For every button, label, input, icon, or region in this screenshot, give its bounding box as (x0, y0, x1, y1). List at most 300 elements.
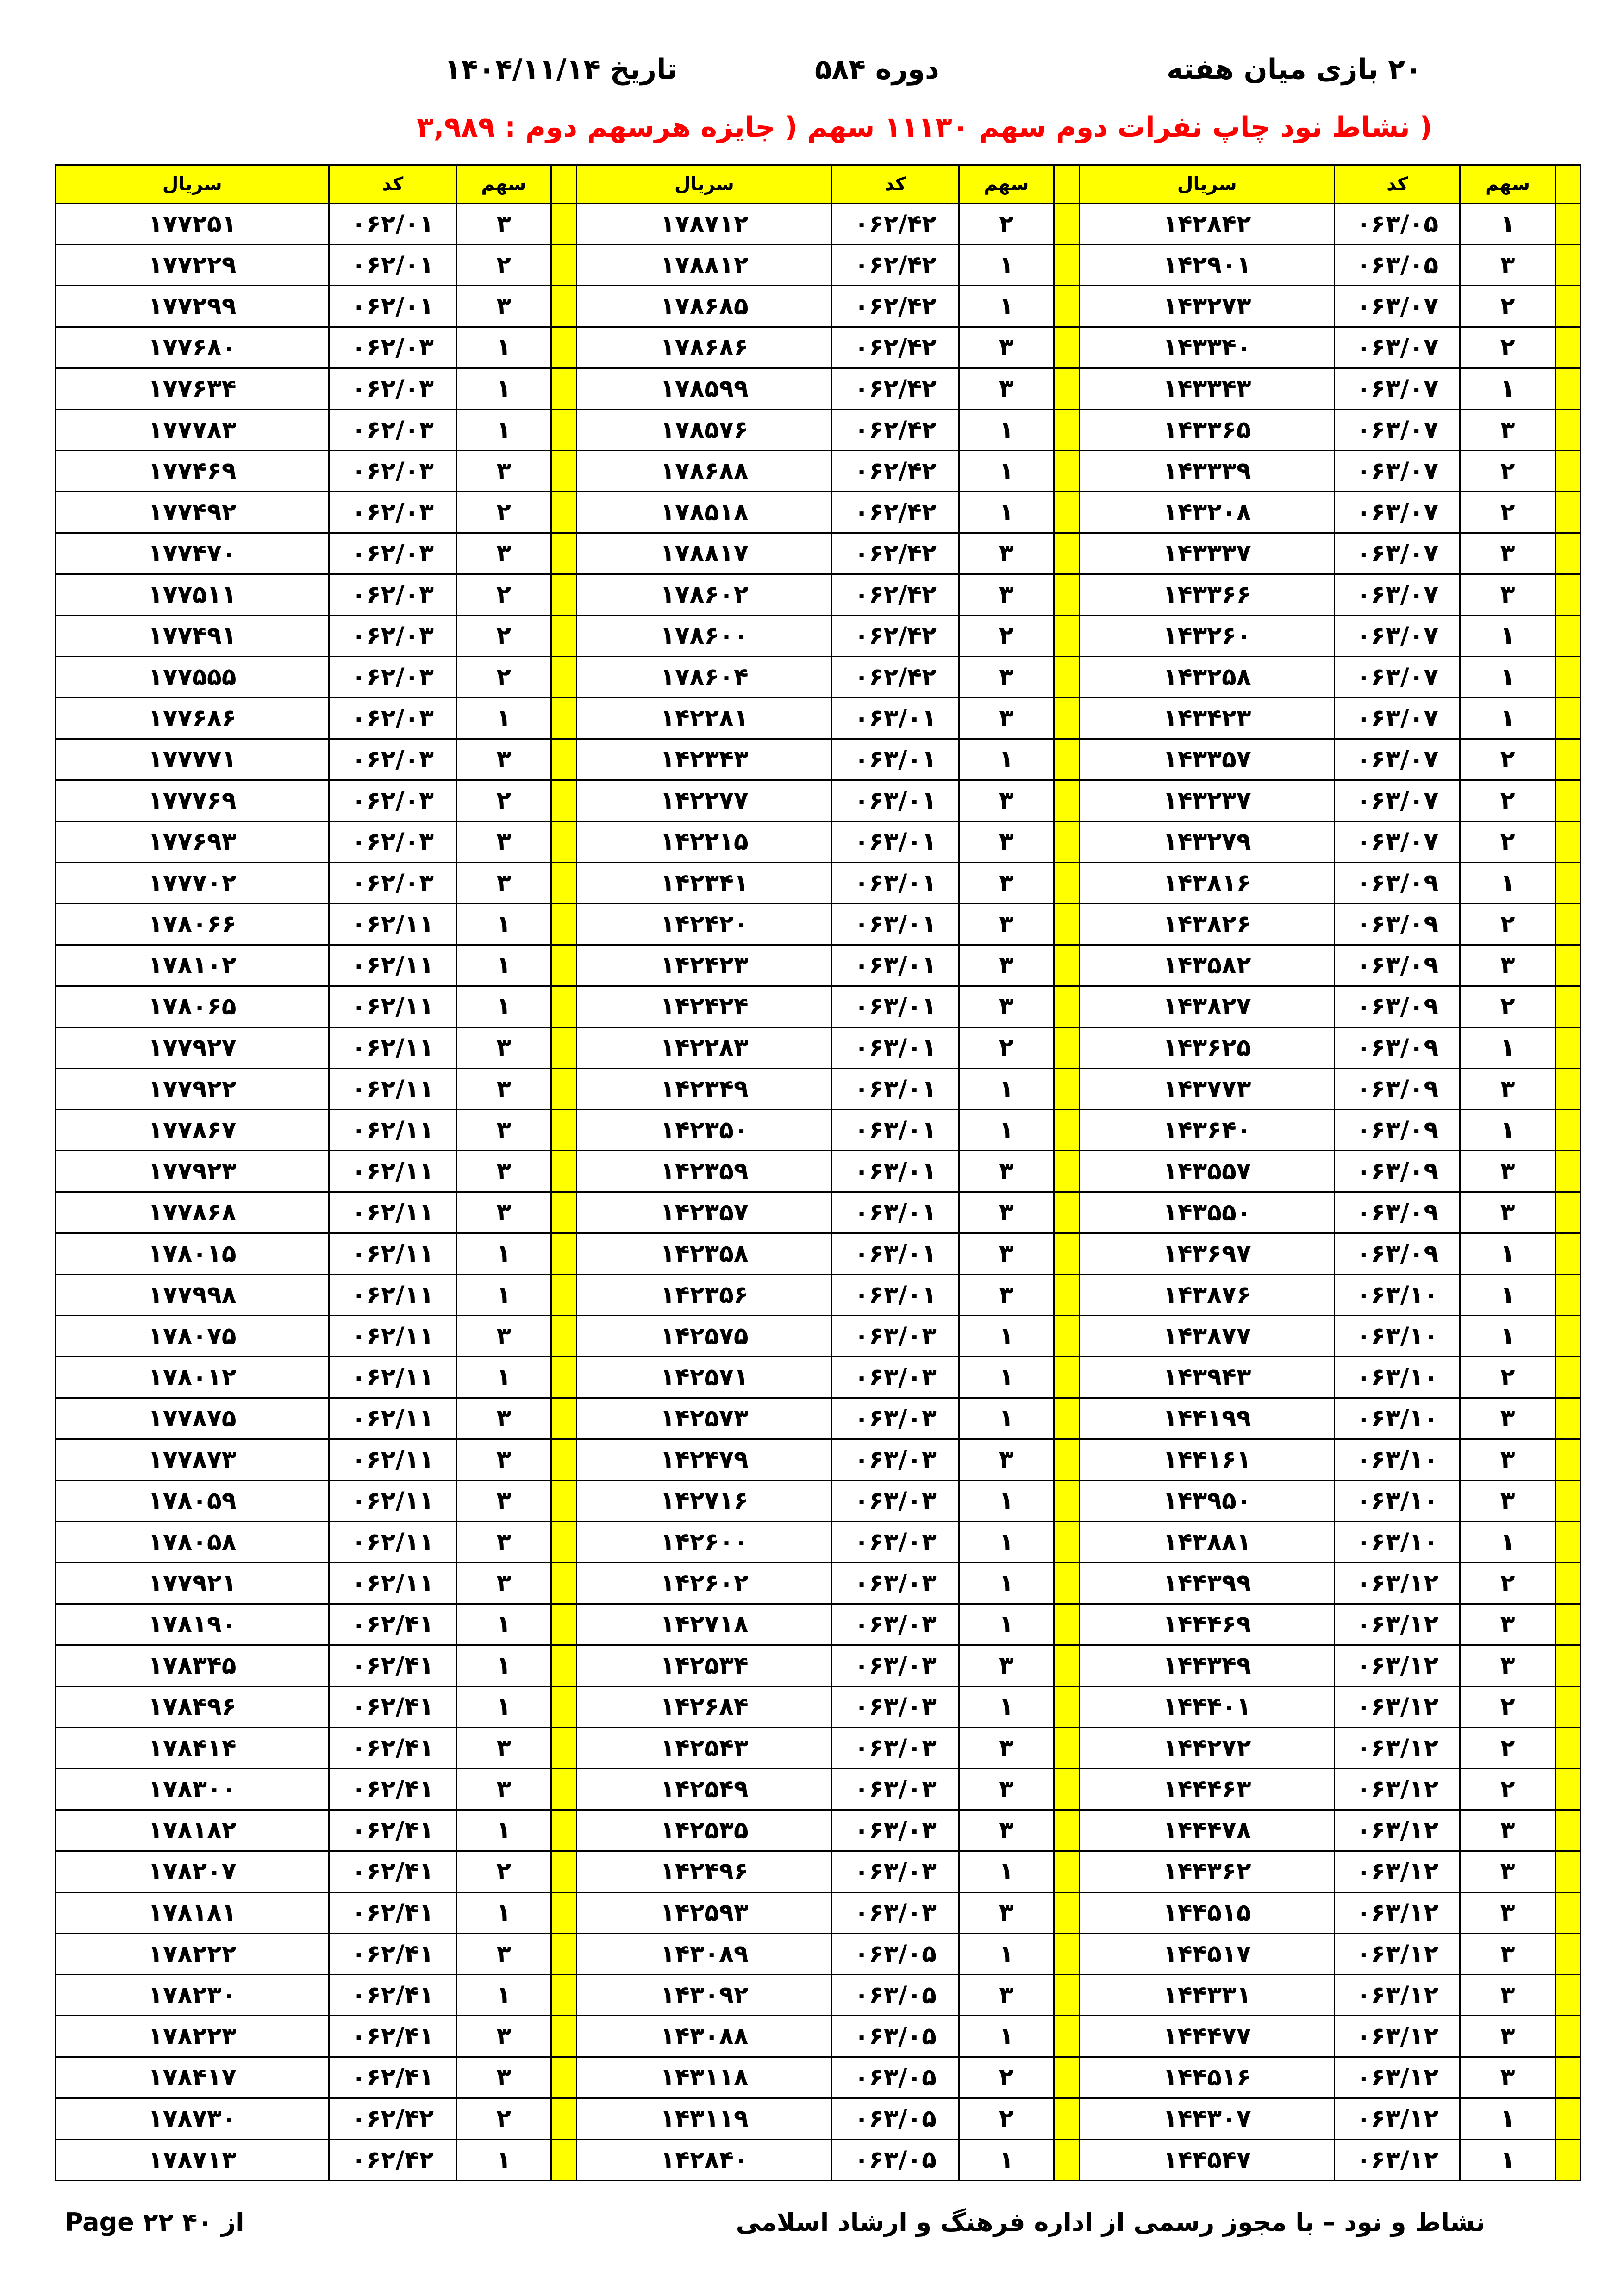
serial-cell: ۱۴۳۸۲۷ (1080, 986, 1335, 1027)
table-row (56, 2016, 1581, 2057)
table-row (56, 2140, 1581, 2181)
share-cell: ۲ (1460, 1357, 1555, 1398)
column-spacer (551, 1357, 577, 1398)
serial-cell: ۱۷۸۰۶۶ (56, 904, 329, 945)
column-spacer (551, 492, 577, 533)
code-cell: ۰۶۳/۱۲ (1335, 1645, 1460, 1686)
table-row (56, 1645, 1581, 1686)
code-cell: ۰۶۳/۱۰ (1335, 1275, 1460, 1316)
column-spacer (1555, 1522, 1580, 1563)
header-code: کد (329, 165, 456, 204)
share-cell: ۲ (1460, 739, 1555, 780)
share-cell: ۳ (456, 1027, 551, 1069)
share-cell: ۳ (959, 821, 1054, 863)
serial-cell: ۱۴۴۳۰۷ (1080, 2098, 1335, 2140)
share-cell: ۱ (959, 410, 1054, 451)
column-spacer (551, 1810, 577, 1851)
column-spacer (1555, 451, 1580, 492)
share-cell: ۳ (1460, 1604, 1555, 1645)
column-spacer (1555, 1357, 1580, 1398)
code-cell: ۰۶۲/۴۱ (329, 1728, 456, 1769)
column-spacer (1054, 1563, 1080, 1604)
table-row (56, 368, 1581, 410)
code-cell: ۰۶۳/۰۹ (1335, 945, 1460, 986)
code-cell: ۰۶۳/۰۷ (1335, 574, 1460, 616)
column-spacer (1054, 286, 1080, 327)
column-spacer (1555, 616, 1580, 657)
share-cell: ۱ (1460, 2098, 1555, 2140)
table-row (56, 739, 1581, 780)
code-cell: ۰۶۲/۴۱ (329, 1892, 456, 1934)
serial-cell: ۱۷۷۷۰۲ (56, 863, 329, 904)
share-cell: ۳ (959, 1275, 1054, 1316)
share-cell: ۱ (456, 368, 551, 410)
table-row (56, 492, 1581, 533)
serial-cell: ۱۴۳۳۳۹ (1080, 451, 1335, 492)
code-cell: ۰۶۲/۴۲ (832, 327, 959, 368)
share-cell: ۱ (456, 2140, 551, 2181)
share-cell: ۲ (959, 616, 1054, 657)
code-cell: ۰۶۳/۰۱ (832, 945, 959, 986)
share-cell: ۳ (456, 451, 551, 492)
serial-cell: ۱۷۷۷۶۹ (56, 780, 329, 821)
column-spacer (1054, 1851, 1080, 1892)
serial-cell: ۱۴۲۸۴۲ (1080, 204, 1335, 245)
code-cell: ۰۶۲/۱۱ (329, 1357, 456, 1398)
share-cell: ۱ (959, 1357, 1054, 1398)
code-cell: ۰۶۳/۰۵ (832, 2016, 959, 2057)
share-cell: ۳ (959, 368, 1054, 410)
column-spacer (551, 1275, 577, 1316)
share-cell: ۲ (959, 2098, 1054, 2140)
serial-cell: ۱۴۳۶۹۷ (1080, 1233, 1335, 1275)
code-cell: ۰۶۲/۰۱ (329, 245, 456, 286)
share-cell: ۲ (1460, 821, 1555, 863)
column-spacer (1555, 821, 1580, 863)
code-cell: ۰۶۳/۱۰ (1335, 1439, 1460, 1481)
column-spacer (1054, 1069, 1080, 1110)
serial-cell: ۱۴۳۲۷۳ (1080, 286, 1335, 327)
share-cell: ۱ (1460, 204, 1555, 245)
serial-cell: ۱۴۴۵۴۷ (1080, 2140, 1335, 2181)
share-cell: ۳ (1460, 1481, 1555, 1522)
code-cell: ۰۶۲/۰۳ (329, 327, 456, 368)
code-cell: ۰۶۳/۱۲ (1335, 1810, 1460, 1851)
column-spacer (1555, 904, 1580, 945)
share-cell: ۱ (959, 286, 1054, 327)
share-cell: ۱ (1460, 2140, 1555, 2181)
serial-cell: ۱۷۷۷۸۳ (56, 410, 329, 451)
share-cell: ۳ (456, 1934, 551, 1975)
code-cell: ۰۶۳/۰۷ (1335, 286, 1460, 327)
table-row (56, 1892, 1581, 1934)
code-cell: ۰۶۳/۰۱ (832, 863, 959, 904)
serial-cell: ۱۷۷۶۸۶ (56, 698, 329, 739)
column-spacer (1555, 2016, 1580, 2057)
code-cell: ۰۶۳/۱۰ (1335, 1357, 1460, 1398)
code-cell: ۰۶۲/۴۲ (832, 657, 959, 698)
code-cell: ۰۶۳/۱۲ (1335, 2016, 1460, 2057)
column-spacer (1054, 451, 1080, 492)
serial-cell: ۱۷۸۶۰۰ (577, 616, 832, 657)
column-spacer (1054, 1316, 1080, 1357)
share-cell: ۱ (456, 410, 551, 451)
share-cell: ۳ (1460, 1975, 1555, 2016)
column-spacer (1054, 1233, 1080, 1275)
share-cell: ۱ (1460, 1027, 1555, 1069)
column-spacer (551, 657, 577, 698)
share-cell: ۳ (1460, 1192, 1555, 1233)
column-spacer (1555, 1192, 1580, 1233)
code-cell: ۰۶۳/۰۹ (1335, 904, 1460, 945)
table-row (56, 1357, 1581, 1398)
code-cell: ۰۶۲/۱۱ (329, 904, 456, 945)
serial-cell: ۱۷۷۹۲۳ (56, 1151, 329, 1192)
code-cell: ۰۶۲/۴۲ (329, 2098, 456, 2140)
share-cell: ۳ (959, 904, 1054, 945)
header-spacer (1054, 165, 1080, 204)
serial-cell: ۱۴۲۴۷۹ (577, 1439, 832, 1481)
column-spacer (1555, 533, 1580, 574)
code-cell: ۰۶۳/۰۳ (832, 1357, 959, 1398)
code-cell: ۰۶۳/۱۲ (1335, 1851, 1460, 1892)
share-cell: ۲ (456, 780, 551, 821)
column-spacer (551, 574, 577, 616)
column-spacer (551, 204, 577, 245)
table-row (56, 1275, 1581, 1316)
share-cell: ۱ (959, 739, 1054, 780)
round-number: دوره ۵۸۴ (815, 53, 939, 86)
column-spacer (551, 368, 577, 410)
column-spacer (1054, 904, 1080, 945)
serial-cell: ۱۴۲۵۳۵ (577, 1810, 832, 1851)
column-spacer (1054, 1892, 1080, 1934)
serial-cell: ۱۴۲۳۵۰ (577, 1110, 832, 1151)
serial-cell: ۱۷۸۶۰۴ (577, 657, 832, 698)
table-row (56, 904, 1581, 945)
code-cell: ۰۶۲/۴۲ (832, 204, 959, 245)
code-cell: ۰۶۲/۴۲ (832, 368, 959, 410)
share-cell: ۳ (959, 533, 1054, 574)
code-cell: ۰۶۲/۱۱ (329, 986, 456, 1027)
code-cell: ۰۶۲/۴۲ (832, 492, 959, 533)
serial-cell: ۱۴۴۴۷۷ (1080, 2016, 1335, 2057)
serial-cell: ۱۷۸۷۱۲ (577, 204, 832, 245)
share-cell: ۳ (456, 1439, 551, 1481)
serial-cell: ۱۷۷۴۷۰ (56, 533, 329, 574)
serial-cell: ۱۴۳۳۶۶ (1080, 574, 1335, 616)
serial-cell: ۱۴۳۱۱۹ (577, 2098, 832, 2140)
share-cell: ۳ (959, 863, 1054, 904)
share-cell: ۱ (456, 1686, 551, 1728)
table-row (56, 986, 1581, 1027)
column-spacer (1054, 1439, 1080, 1481)
serial-cell: ۱۷۷۹۲۷ (56, 1027, 329, 1069)
share-cell: ۳ (456, 739, 551, 780)
code-cell: ۰۶۳/۰۱ (832, 1151, 959, 1192)
column-spacer (1555, 1769, 1580, 1810)
table-row (56, 945, 1581, 986)
serial-cell: ۱۷۷۵۱۱ (56, 574, 329, 616)
code-cell: ۰۶۲/۰۳ (329, 657, 456, 698)
code-cell: ۰۶۲/۴۲ (832, 245, 959, 286)
code-cell: ۰۶۲/۱۱ (329, 945, 456, 986)
column-spacer (551, 739, 577, 780)
column-spacer (1054, 2057, 1080, 2098)
table-row (56, 1522, 1581, 1563)
share-cell: ۱ (456, 1357, 551, 1398)
serial-cell: ۱۷۷۶۹۳ (56, 821, 329, 863)
share-cell: ۳ (456, 2057, 551, 2098)
code-cell: ۰۶۳/۱۲ (1335, 2057, 1460, 2098)
code-cell: ۰۶۳/۰۷ (1335, 821, 1460, 863)
code-cell: ۰۶۳/۱۲ (1335, 2098, 1460, 2140)
code-cell: ۰۶۲/۱۱ (329, 1110, 456, 1151)
code-cell: ۰۶۳/۰۱ (832, 739, 959, 780)
column-spacer (1555, 1151, 1580, 1192)
share-cell: ۳ (456, 821, 551, 863)
table-row (56, 574, 1581, 616)
serial-cell: ۱۴۳۱۱۸ (577, 2057, 832, 2098)
share-cell: ۲ (1460, 1769, 1555, 1810)
share-cell: ۳ (456, 533, 551, 574)
code-cell: ۰۶۲/۱۱ (329, 1275, 456, 1316)
serial-cell: ۱۴۲۳۵۶ (577, 1275, 832, 1316)
code-cell: ۰۶۲/۱۱ (329, 1192, 456, 1233)
share-cell: ۲ (456, 657, 551, 698)
column-spacer (551, 1686, 577, 1728)
share-cell: ۳ (1460, 945, 1555, 986)
serial-cell: ۱۴۳۸۲۶ (1080, 904, 1335, 945)
game-title: ۲۰ بازی میان هفته (1167, 53, 1422, 86)
column-spacer (551, 410, 577, 451)
column-spacer (1555, 286, 1580, 327)
share-cell: ۱ (959, 451, 1054, 492)
column-spacer (551, 533, 577, 574)
code-cell: ۰۶۳/۰۱ (832, 986, 959, 1027)
serial-cell: ۱۷۸۵۹۹ (577, 368, 832, 410)
column-spacer (1555, 657, 1580, 698)
code-cell: ۰۶۳/۰۵ (832, 2140, 959, 2181)
serial-cell: ۱۴۲۹۰۱ (1080, 245, 1335, 286)
serial-cell: ۱۴۲۵۷۵ (577, 1316, 832, 1357)
column-spacer (1054, 1357, 1080, 1398)
column-spacer (1555, 1851, 1580, 1892)
serial-cell: ۱۴۳۰۸۹ (577, 1934, 832, 1975)
share-cell: ۳ (959, 698, 1054, 739)
share-cell: ۳ (1460, 574, 1555, 616)
header-code: کد (1335, 165, 1460, 204)
code-cell: ۰۶۳/۰۷ (1335, 698, 1460, 739)
share-cell: ۱ (456, 1604, 551, 1645)
serial-cell: ۱۴۴۴۶۹ (1080, 1604, 1335, 1645)
column-spacer (551, 1975, 577, 2016)
share-cell: ۳ (1460, 1069, 1555, 1110)
share-cell: ۱ (456, 1810, 551, 1851)
column-spacer (1555, 574, 1580, 616)
code-cell: ۰۶۲/۱۱ (329, 1439, 456, 1481)
code-cell: ۰۶۳/۰۵ (832, 1975, 959, 2016)
serial-cell: ۱۷۸۰۶۵ (56, 986, 329, 1027)
table-row (56, 286, 1581, 327)
serial-cell: ۱۴۴۵۱۶ (1080, 2057, 1335, 2098)
column-spacer (551, 1233, 577, 1275)
header-serial: سریال (1080, 165, 1335, 204)
serial-cell: ۱۴۳۹۴۳ (1080, 1357, 1335, 1398)
column-spacer (551, 1110, 577, 1151)
code-cell: ۰۶۲/۴۱ (329, 1975, 456, 2016)
table-row (56, 327, 1581, 368)
serial-cell: ۱۴۳۳۶۵ (1080, 410, 1335, 451)
serial-cell: ۱۷۷۷۷۱ (56, 739, 329, 780)
share-cell: ۳ (1460, 1810, 1555, 1851)
column-spacer (551, 245, 577, 286)
serial-cell: ۱۷۸۱۰۲ (56, 945, 329, 986)
table-row (56, 1192, 1581, 1233)
column-spacer (1054, 657, 1080, 698)
header-code: کد (832, 165, 959, 204)
share-cell: ۳ (1460, 1398, 1555, 1439)
column-spacer (1054, 1934, 1080, 1975)
code-cell: ۰۶۳/۰۱ (832, 1275, 959, 1316)
code-cell: ۰۶۳/۰۳ (832, 1728, 959, 1769)
serial-cell: ۱۷۸۰۷۵ (56, 1316, 329, 1357)
serial-cell: ۱۴۴۴۶۳ (1080, 1769, 1335, 1810)
share-cell: ۱ (959, 1563, 1054, 1604)
column-spacer (1555, 1316, 1580, 1357)
code-cell: ۰۶۲/۱۱ (329, 1233, 456, 1275)
winners-table (55, 164, 1581, 2181)
serial-cell: ۱۷۸۰۱۵ (56, 1233, 329, 1275)
table-row (56, 533, 1581, 574)
column-spacer (551, 1398, 577, 1439)
serial-cell: ۱۷۸۵۷۶ (577, 410, 832, 451)
code-cell: ۰۶۳/۰۹ (1335, 1192, 1460, 1233)
column-spacer (1555, 1563, 1580, 1604)
share-cell: ۳ (1460, 410, 1555, 451)
serial-cell: ۱۴۲۶۰۰ (577, 1522, 832, 1563)
share-cell: ۳ (456, 1769, 551, 1810)
code-cell: ۰۶۲/۱۱ (329, 1027, 456, 1069)
serial-cell: ۱۴۴۵۱۵ (1080, 1892, 1335, 1934)
code-cell: ۰۶۲/۰۳ (329, 533, 456, 574)
code-cell: ۰۶۳/۰۱ (832, 1233, 959, 1275)
code-cell: ۰۶۳/۰۹ (1335, 863, 1460, 904)
column-spacer (1054, 1398, 1080, 1439)
code-cell: ۰۶۳/۰۱ (832, 1069, 959, 1110)
column-spacer (1054, 327, 1080, 368)
share-cell: ۳ (1460, 1645, 1555, 1686)
serial-cell: ۱۷۸۶۸۵ (577, 286, 832, 327)
code-cell: ۰۶۲/۰۳ (329, 821, 456, 863)
serial-cell: ۱۷۸۶۰۲ (577, 574, 832, 616)
column-spacer (551, 2140, 577, 2181)
column-spacer (1555, 1645, 1580, 1686)
serial-cell: ۱۴۳۳۳۷ (1080, 533, 1335, 574)
column-spacer (1555, 1728, 1580, 1769)
code-cell: ۰۶۲/۴۲ (832, 286, 959, 327)
header-share: سهم (1460, 165, 1555, 204)
column-spacer (1555, 1110, 1580, 1151)
share-cell: ۳ (1460, 1892, 1555, 1934)
column-spacer (1054, 1645, 1080, 1686)
code-cell: ۰۶۲/۴۱ (329, 1645, 456, 1686)
column-spacer (1555, 1892, 1580, 1934)
code-cell: ۰۶۲/۴۲ (329, 2140, 456, 2181)
share-cell: ۳ (456, 1316, 551, 1357)
share-cell: ۲ (456, 245, 551, 286)
serial-cell: ۱۷۸۰۵۹ (56, 1481, 329, 1522)
share-cell: ۲ (1460, 1728, 1555, 1769)
column-spacer (1054, 1604, 1080, 1645)
column-spacer (1555, 1934, 1580, 1975)
code-cell: ۰۶۳/۰۷ (1335, 410, 1460, 451)
serial-cell: ۱۴۳۳۵۷ (1080, 739, 1335, 780)
serial-cell: ۱۷۷۲۲۹ (56, 245, 329, 286)
column-spacer (1054, 616, 1080, 657)
serial-cell: ۱۴۳۲۰۸ (1080, 492, 1335, 533)
draw-date: تاریخ ۱۴۰۴/۱۱/۱۴ (444, 53, 678, 86)
column-spacer (1054, 410, 1080, 451)
code-cell: ۰۶۳/۰۳ (832, 1686, 959, 1728)
serial-cell: ۱۴۲۴۹۶ (577, 1851, 832, 1892)
serial-cell: ۱۷۸۷۱۳ (56, 2140, 329, 2181)
serial-cell: ۱۴۳۲۶۰ (1080, 616, 1335, 657)
column-spacer (551, 863, 577, 904)
serial-cell: ۱۴۲۲۱۵ (577, 821, 832, 863)
code-cell: ۰۶۲/۴۱ (329, 1851, 456, 1892)
serial-cell: ۱۴۴۳۹۹ (1080, 1563, 1335, 1604)
share-cell: ۳ (959, 1233, 1054, 1275)
share-cell: ۳ (1460, 2016, 1555, 2057)
serial-cell: ۱۴۳۸۱۶ (1080, 863, 1335, 904)
column-spacer (551, 1027, 577, 1069)
header-share: سهم (456, 165, 551, 204)
serial-cell: ۱۷۷۵۵۵ (56, 657, 329, 698)
serial-cell: ۱۴۴۳۶۲ (1080, 1851, 1335, 1892)
table-row (56, 2098, 1581, 2140)
share-cell: ۲ (1460, 327, 1555, 368)
table-row (56, 1110, 1581, 1151)
share-cell: ۳ (959, 945, 1054, 986)
column-spacer (1555, 204, 1580, 245)
share-cell: ۲ (1460, 286, 1555, 327)
column-spacer (1555, 945, 1580, 986)
share-cell: ۳ (456, 1481, 551, 1522)
serial-cell: ۱۷۷۴۹۲ (56, 492, 329, 533)
share-cell: ۱ (456, 1892, 551, 1934)
column-spacer (551, 1769, 577, 1810)
column-spacer (1555, 1975, 1580, 2016)
serial-cell: ۱۴۲۳۵۸ (577, 1233, 832, 1275)
serial-cell: ۱۴۴۴۷۸ (1080, 1810, 1335, 1851)
serial-cell: ۱۴۳۸۸۱ (1080, 1522, 1335, 1563)
share-cell: ۳ (1460, 245, 1555, 286)
column-spacer (551, 2057, 577, 2098)
table-header-row (56, 165, 1581, 204)
serial-cell: ۱۴۲۷۱۸ (577, 1604, 832, 1645)
code-cell: ۰۶۲/۴۱ (329, 2016, 456, 2057)
serial-cell: ۱۴۴۵۱۷ (1080, 1934, 1335, 1975)
column-spacer (551, 1851, 577, 1892)
code-cell: ۰۶۳/۰۳ (832, 1645, 959, 1686)
table-row (56, 698, 1581, 739)
column-spacer (551, 1934, 577, 1975)
column-spacer (1555, 1233, 1580, 1275)
code-cell: ۰۶۳/۰۳ (832, 1604, 959, 1645)
code-cell: ۰۶۲/۴۲ (832, 451, 959, 492)
column-spacer (1555, 327, 1580, 368)
